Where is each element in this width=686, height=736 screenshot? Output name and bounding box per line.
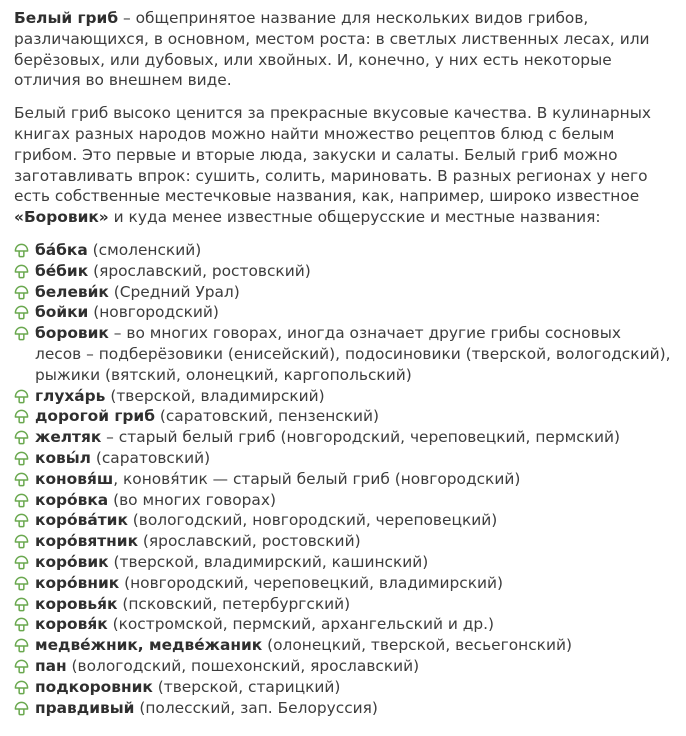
second-tail: и куда менее известные общерусские и местные названия: [108,208,601,227]
mushroom-icon [14,576,29,591]
list-item [14,594,672,615]
list-item [14,240,672,261]
list-item [14,406,672,427]
list-item-term: коро́вик [35,552,109,571]
list-item-term: бе́бик [35,261,89,280]
list-item-term: коро́вятник [35,532,139,551]
list-item-term: бойки [35,303,89,322]
mushroom-icon [14,472,29,487]
list-item-description: (новгородский, череповецкий, владимирский) [119,573,504,592]
list-item [14,469,672,490]
list-item [14,261,672,282]
list-item-term: медве́жник, медве́жаник [35,636,263,655]
list-item-description: (олонецкий, тверской, весьегонский) [262,636,572,655]
list-item [14,552,672,573]
mushroom-icon [14,451,29,466]
list-item [14,302,672,323]
list-item-term: желтяк [35,428,102,447]
mushroom-icon [14,555,29,570]
list-item-description: (Средний Урал) [108,282,240,301]
list-item [14,448,672,469]
list-item [14,282,672,303]
intro-text: – общепринятое название для нескольких видов грибов, различающихся, в основном, местом роста: в светлых лиственных лесах, или берёзовых, или дубовых, или хвойных. И, конечно, у них есть некоторые отличия во внешнем виде. [14,9,650,90]
mushroom-icon [14,680,29,695]
list-item [14,698,672,719]
list-item-term: дорогой гриб [35,407,155,426]
mushroom-icon [14,430,29,445]
list-item-term: пан [35,656,67,675]
intro-bold-term: Белый гриб [14,9,119,27]
mushroom-icon [14,409,29,424]
intro-paragraph [14,8,672,91]
list-item-term: коро́вник [35,573,120,592]
list-item-description: (новгородский) [88,303,219,322]
list-item [14,427,672,448]
mushroom-icon [14,659,29,674]
list-item [14,656,672,677]
list-item-term: коро́вка [35,490,109,509]
list-item-description: – старый белый гриб (новгородский, череповецкий, пермский) [101,428,621,447]
list-item-description: (тверской, владимирский) [105,386,325,405]
mushroom-icon [14,264,29,279]
list-item-description: (вологодский, новгородский, череповецкий) [127,511,498,530]
list-item [14,573,672,594]
list-item-description: (вологодский, пошехонский, ярославский) [66,656,420,675]
mushroom-icon [14,305,29,320]
regional-names-list [14,240,672,718]
list-item [14,490,672,511]
list-item-description: , коновя́тик — старый белый гриб (новгородский) [113,469,521,488]
list-item-description: (тверской, старицкий) [152,677,341,696]
list-item-description: (саратовский, пензенский) [154,407,380,426]
list-item [14,386,672,407]
list-item-description: (саратовский) [90,448,211,467]
mushroom-icon [14,513,29,528]
list-item-description: (псковский, петербургский) [117,594,351,613]
list-item-term: правдивый [35,698,135,717]
list-item-term: коро́ва́тик [35,511,128,530]
list-item-term: боровик [35,324,109,343]
second-text: Белый гриб высоко ценится за прекрасные вкусовые качества. В кулинарных книгах разных народов можно найти множество рецептов блюд с белым грибом. Это первые и вторые люда, закуски и салаты. Белый гриб можно заготавливать впрок: сушить, солить, мариновать. В разных регионах у него есть собственные местечковые названия, как, например, широко известное [14,104,652,206]
mushroom-icon [14,638,29,653]
list-item-description: (тверской, владимирский, кашинский) [108,552,429,571]
list-item-description: – во многих говорах, иногда означает другие грибы сосновых лесов – подберёзовики (енисейский), подосиновики (тверской, вологодский), рыжики (вятский, олонецкий, каргопольский) [35,324,671,384]
list-item [14,614,672,635]
list-item [14,635,672,656]
mushroom-icon [14,493,29,508]
mushroom-icon [14,326,29,341]
list-item-description: (во многих говорах) [108,490,276,509]
list-item [14,323,672,385]
list-item-term: ковы́л [35,448,91,467]
list-item-description: (ярославский, ростовский) [88,261,311,280]
list-item-term: подкоровник [35,677,153,696]
list-item [14,677,672,698]
list-item [14,531,672,552]
list-item [14,510,672,531]
list-item-term: белеви́к [35,282,109,301]
list-item-description: (ярославский, ростовский) [138,532,361,551]
list-item-term: коровья́к [35,594,118,613]
list-item-term: глуха́рь [35,386,106,405]
second-paragraph [14,103,672,228]
list-item-description: (полесский, зап. Белоруссия) [134,698,378,717]
borovik-bold-term: «Боровик» [14,208,109,227]
list-item-term: коровя́к [35,615,108,634]
mushroom-icon [14,534,29,549]
mushroom-icon [14,597,29,612]
mushroom-icon [14,285,29,300]
mushroom-icon [14,617,29,632]
mushroom-icon [14,389,29,404]
mushroom-icon [14,243,29,258]
list-item-term: коновя́ш [35,469,114,488]
list-item-term: ба́бка [35,240,88,259]
mushroom-icon [14,701,29,716]
list-item-description: (смоленский) [87,240,202,259]
list-item-description: (костромской, пермский, архангельский и др.) [107,615,495,634]
